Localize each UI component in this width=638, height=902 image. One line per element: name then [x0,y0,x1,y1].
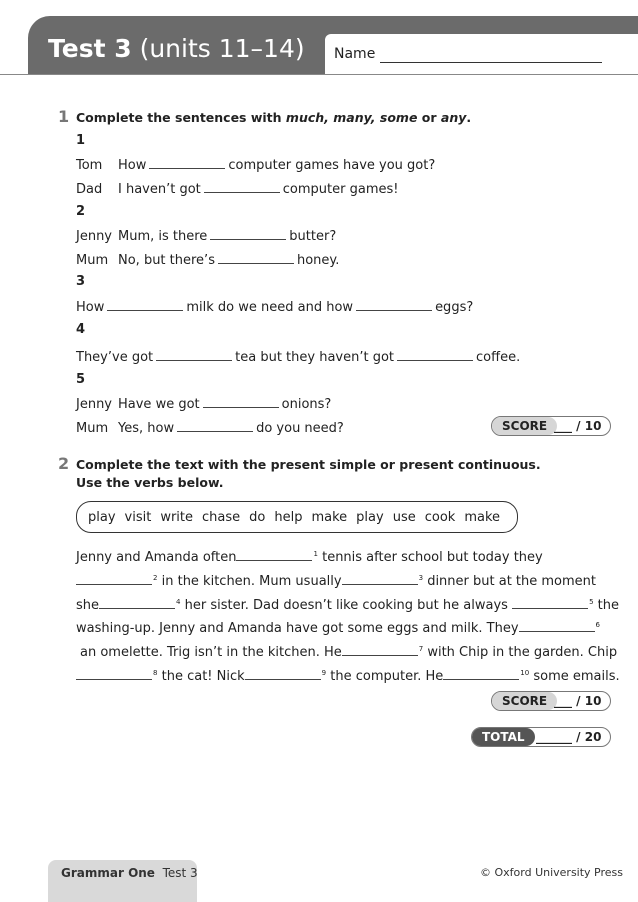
text: her sister. Dad doesn’t like cooking but he always [184,598,508,613]
text: she [76,598,100,613]
answer-blank[interactable] [76,572,152,585]
answer-blank[interactable] [99,596,175,609]
answer-blank[interactable] [245,667,321,680]
answer-blank[interactable] [218,251,294,264]
answer-blank[interactable] [149,156,225,169]
text: How [76,300,105,315]
word-item: play [88,510,116,525]
text: Have we got [118,397,200,412]
answer-blank[interactable] [443,667,519,680]
gap-number: 1 [313,550,318,558]
q2-number: 2 [58,454,70,473]
text: tea but they haven’t got [235,350,395,365]
q2-text-line1 [76,548,543,565]
q2-score-badge [491,691,611,711]
q1-item-number: 4 [76,322,86,337]
speaker: Dad [76,182,103,197]
q1-item1-line1 [76,156,435,173]
word-list [88,510,509,525]
text: Yes, how [118,421,175,436]
answer-blank[interactable] [342,643,418,656]
word-item: use [392,510,416,525]
text: in the kitchen. Mum usually [161,574,342,589]
q1-item-number: 2 [76,204,86,219]
answer-blank[interactable] [107,298,183,311]
answer-blank[interactable] [210,227,286,240]
answer-blank[interactable] [203,395,279,408]
q2-text-line2 [76,572,596,589]
gap-number: 4 [176,598,181,606]
text: computer games have you got? [228,158,436,173]
speaker: Jenny [76,397,113,412]
q1-instruction-end: . [466,110,472,125]
total-label: TOTAL [472,728,535,746]
word-item: make [464,510,501,525]
text: coffee. [476,350,521,365]
score-label: SCORE [492,692,557,710]
score-label: SCORE [492,417,557,435]
q1-item2-line1 [76,227,336,244]
page-title [48,34,305,63]
answer-blank[interactable] [519,619,595,632]
copyright: © Oxford University Press [480,866,624,879]
speaker: Mum [76,253,109,268]
q1-item-number: 1 [76,133,86,148]
q2-instruction-1: Complete the text with the present simple or present continuous. [76,457,541,472]
gap-number: 10 [520,669,530,677]
q2-text-line4 [76,619,600,636]
q1-number: 1 [58,107,70,126]
answer-blank[interactable] [204,180,280,193]
text: Jenny and Amanda often [76,550,237,565]
gap-number: 2 [153,574,158,582]
text: the [597,598,620,613]
text: onions? [281,397,332,412]
name-label: Name [334,46,376,62]
gap-number: 8 [153,669,158,677]
answer-blank[interactable] [356,298,432,311]
word-item: play [356,510,384,525]
q2-text-line5 [80,643,617,660]
gap-number: 3 [418,574,424,582]
word-item: do [249,510,266,525]
q1-item5-line1 [76,395,331,412]
text: tennis after school but today they [322,550,543,565]
gap-number: 9 [321,669,327,677]
text: washing-up. Jenny and Amanda have got some eggs and milk. They [76,621,519,636]
speaker: Jenny [76,229,113,244]
q1-instruction-text: Complete the sentences with [76,110,286,125]
word-item: visit [124,510,152,525]
q1-item2-line2 [76,251,339,268]
answer-blank[interactable] [342,572,418,585]
answer-blank[interactable] [177,419,253,432]
answer-blank[interactable] [156,348,232,361]
footer-book [61,866,198,880]
name-field[interactable] [380,62,602,63]
word-item: cook [424,510,456,525]
q1-item1-line2 [76,180,398,197]
text: the computer. He [330,669,444,684]
q1-item-number: 3 [76,274,86,289]
text: I haven’t got [118,182,201,197]
q1-item5-line2 [76,419,344,436]
score-value: ___ / 10 [554,694,602,708]
text: an omelette. Trig isn’t in the kitchen. He [80,645,342,660]
answer-blank[interactable] [512,596,588,609]
q1-item4-line [76,348,520,365]
speaker: Tom [76,158,103,173]
q1-score-badge [491,416,611,436]
speaker: Mum [76,421,109,436]
answer-blank[interactable] [76,667,152,680]
header-rule [0,74,638,75]
q2-text-line6 [76,667,620,684]
gap-number: 7 [418,645,424,653]
text: milk do we need and how [186,300,354,315]
text: They’ve got [76,350,154,365]
q1-instruction-or: or [417,110,441,125]
word-item: help [274,510,303,525]
q1-item3-line [76,298,473,315]
text: computer games! [282,182,399,197]
text: honey. [296,253,340,268]
total-value: ______ / 20 [536,730,602,744]
text: dinner but at the moment [427,574,597,589]
q1-instruction-words: much, many, some [285,110,418,125]
q1-instruction [76,110,471,125]
q2-text-line3 [76,596,619,613]
book-title: Grammar One [61,866,155,880]
text: some emails. [533,669,620,684]
text: butter? [289,229,337,244]
text: the cat! Nick [161,669,245,684]
text: How [118,158,147,173]
q2-instruction-2: Use the verbs below. [76,475,224,490]
text: with Chip in the garden. Chip [427,645,618,660]
answer-blank[interactable] [397,348,473,361]
text: do you need? [256,421,344,436]
word-item: write [160,510,194,525]
gap-number: 6 [595,621,601,629]
q1-instruction-any: any [440,110,467,125]
gap-number: 5 [589,598,594,606]
text: No, but there’s [118,253,215,268]
word-item: chase [202,510,241,525]
word-item: make [311,510,348,525]
text: Mum, is there [118,229,208,244]
footer-test: Test 3 [162,866,198,880]
units-label: (units 11–14) [139,34,305,63]
total-score-badge [471,727,611,747]
text: eggs? [435,300,474,315]
test-label: Test 3 [48,34,132,63]
score-value: ___ / 10 [554,419,602,433]
q1-item-number: 5 [76,372,86,387]
answer-blank[interactable] [236,548,312,561]
